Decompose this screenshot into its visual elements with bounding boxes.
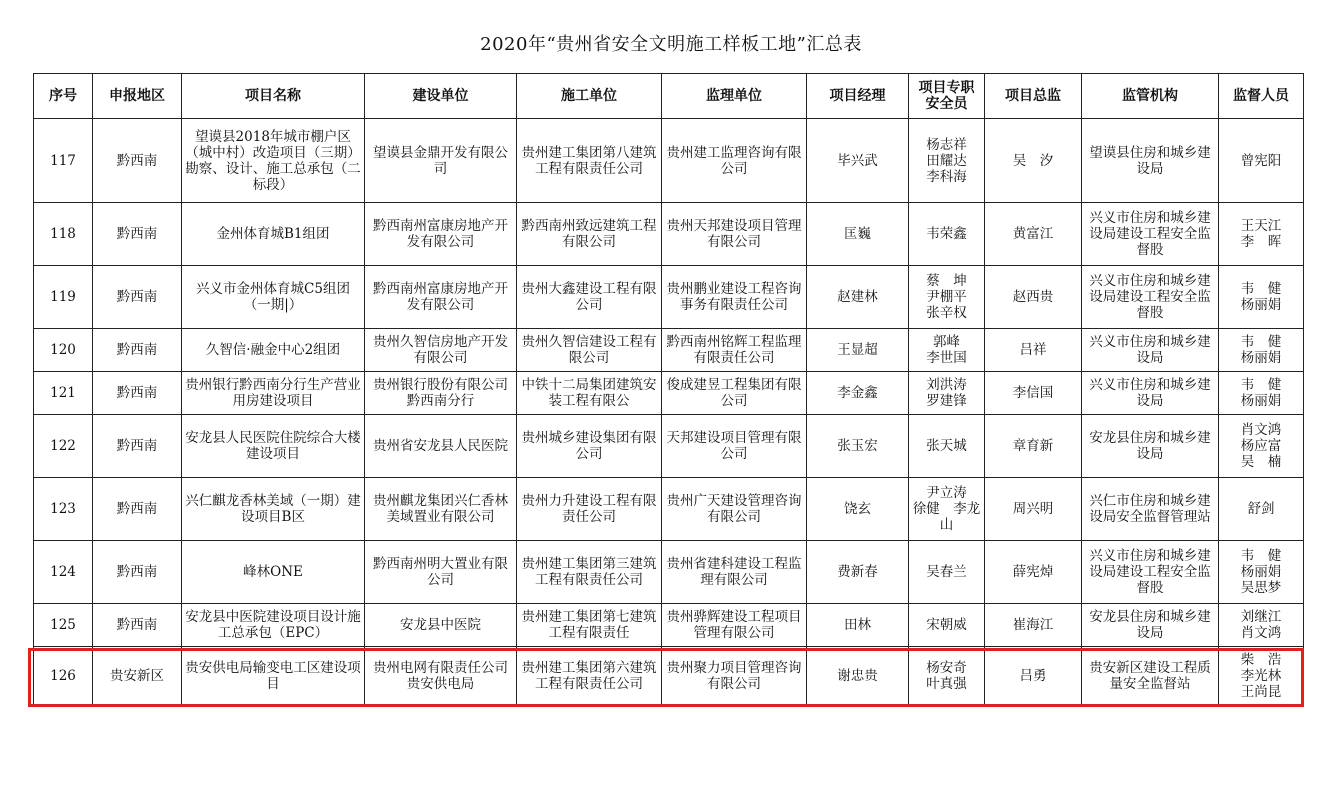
cell-safety: 尹立涛 徐健 李龙山 <box>909 478 985 541</box>
cell-owner: 望谟县金鼎开发有限公司 <box>365 119 517 203</box>
cell-project: 安龙县人民医院住院综合大楼建设项目 <box>182 415 365 478</box>
cell-agency: 兴义市住房和城乡建设局建设工程安全监督股 <box>1082 266 1219 329</box>
table-row <box>34 372 1304 415</box>
cell-region: 黔西南 <box>93 203 182 266</box>
cell-no: 122 <box>34 415 93 478</box>
cell-supervisor: 贵州聚力项目管理咨询有限公司 <box>662 647 807 706</box>
cell-no: 125 <box>34 604 93 647</box>
cell-no: 124 <box>34 541 93 604</box>
cell-inspector: 王天江 李 晖 <box>1219 203 1304 266</box>
cell-region: 黔西南 <box>93 478 182 541</box>
cell-inspector: 韦 健 杨丽娟 <box>1219 372 1304 415</box>
table-row <box>34 604 1304 647</box>
cell-director: 薛宪焯 <box>985 541 1082 604</box>
cell-director: 崔海江 <box>985 604 1082 647</box>
cell-contractor: 贵州大鑫建设工程有限公司 <box>517 266 662 329</box>
cell-supervisor: 天邦建设项目管理有限公司 <box>662 415 807 478</box>
cell-safety: 韦荣鑫 <box>909 203 985 266</box>
cell-project: 久智信·融金中心2组团 <box>182 329 365 372</box>
cell-no: 126 <box>34 647 93 706</box>
cell-inspector: 舒剑 <box>1219 478 1304 541</box>
cell-safety: 杨志祥 田耀达 李科海 <box>909 119 985 203</box>
cell-agency: 安龙县住房和城乡建设局 <box>1082 604 1219 647</box>
cell-agency: 兴仁市住房和城乡建设局安全监督管理站 <box>1082 478 1219 541</box>
cell-director: 李信国 <box>985 372 1082 415</box>
cell-owner: 黔西南州明大置业有限公司 <box>365 541 517 604</box>
cell-director: 章育新 <box>985 415 1082 478</box>
header-row <box>34 74 1304 119</box>
cell-director: 吴 汐 <box>985 119 1082 203</box>
cell-contractor: 贵州久智信建设工程有限公司 <box>517 329 662 372</box>
table-row <box>34 541 1304 604</box>
cell-contractor: 贵州建工集团第八建筑工程有限责任公司 <box>517 119 662 203</box>
cell-agency: 兴义市住房和城乡建设局 <box>1082 329 1219 372</box>
cell-owner: 安龙县中医院 <box>365 604 517 647</box>
cell-no: 121 <box>34 372 93 415</box>
table-row <box>34 647 1304 706</box>
cell-region: 黔西南 <box>93 541 182 604</box>
cell-supervisor: 俊成建昱工程集团有限公司 <box>662 372 807 415</box>
cell-contractor: 贵州城乡建设集团有限公司 <box>517 415 662 478</box>
cell-project: 贵州银行黔西南分行生产营业用房建设项目 <box>182 372 365 415</box>
cell-no: 123 <box>34 478 93 541</box>
summary-table <box>33 73 1304 706</box>
document-title: 2020年“贵州省安全文明施工样板工地”汇总表 <box>480 34 862 55</box>
cell-contractor: 贵州建工集团第七建筑工程有限责任 <box>517 604 662 647</box>
cell-owner: 贵州麒龙集团兴仁香林美域置业有限公司 <box>365 478 517 541</box>
cell-safety: 蔡 坤 尹棚平 张辛权 <box>909 266 985 329</box>
col-header-inspector: 监督人员 <box>1219 74 1304 119</box>
cell-manager: 王显超 <box>807 329 909 372</box>
cell-inspector: 刘继江 肖文鸿 <box>1219 604 1304 647</box>
cell-manager: 田林 <box>807 604 909 647</box>
cell-no: 117 <box>34 119 93 203</box>
cell-inspector: 曾宪阳 <box>1219 119 1304 203</box>
cell-owner: 黔西南州富康房地产开发有限公司 <box>365 203 517 266</box>
cell-contractor: 贵州建工集团第六建筑工程有限责任公司 <box>517 647 662 706</box>
cell-manager: 饶玄 <box>807 478 909 541</box>
cell-agency: 兴义市住房和城乡建设局建设工程安全监督股 <box>1082 203 1219 266</box>
cell-project: 兴仁麒龙香林美域（一期）建设项目B区 <box>182 478 365 541</box>
cell-agency: 望谟县住房和城乡建设局 <box>1082 119 1219 203</box>
cell-director: 周兴明 <box>985 478 1082 541</box>
cell-project: 金州体育城B1组团 <box>182 203 365 266</box>
cell-supervisor: 贵州鹏业建设工程咨询事务有限责任公司 <box>662 266 807 329</box>
cell-project: 峰林ONE <box>182 541 365 604</box>
cell-region: 黔西南 <box>93 329 182 372</box>
cell-manager: 李金鑫 <box>807 372 909 415</box>
cell-safety: 刘洪涛 罗建锋 <box>909 372 985 415</box>
cell-supervisor: 贵州天邦建设项目管理有限公司 <box>662 203 807 266</box>
cell-manager: 赵建林 <box>807 266 909 329</box>
table-row <box>34 415 1304 478</box>
cell-safety: 宋朝威 <box>909 604 985 647</box>
cell-safety: 杨安奇 叶真强 <box>909 647 985 706</box>
cell-supervisor: 贵州广天建设管理咨询有限公司 <box>662 478 807 541</box>
cell-supervisor: 贵州省建科建设工程监理有限公司 <box>662 541 807 604</box>
table-row <box>34 119 1304 203</box>
cell-contractor: 贵州力升建设工程有限责任公司 <box>517 478 662 541</box>
cell-manager: 张玉宏 <box>807 415 909 478</box>
cell-inspector: 韦 健 杨丽娟 吴思梦 <box>1219 541 1304 604</box>
cell-director: 赵西贵 <box>985 266 1082 329</box>
cell-agency: 兴义市住房和城乡建设局 <box>1082 372 1219 415</box>
cell-region: 贵安新区 <box>93 647 182 706</box>
cell-owner: 贵州省安龙县人民医院 <box>365 415 517 478</box>
cell-no: 119 <box>34 266 93 329</box>
cell-no: 118 <box>34 203 93 266</box>
cell-safety: 吴春兰 <box>909 541 985 604</box>
cell-director: 黄富江 <box>985 203 1082 266</box>
cell-agency: 安龙县住房和城乡建设局 <box>1082 415 1219 478</box>
col-header-supervisor: 监理单位 <box>662 74 807 119</box>
cell-director: 吕勇 <box>985 647 1082 706</box>
cell-manager: 毕兴武 <box>807 119 909 203</box>
cell-inspector: 韦 健 杨丽娟 <box>1219 329 1304 372</box>
table-row <box>34 478 1304 541</box>
cell-region: 黔西南 <box>93 119 182 203</box>
col-header-director: 项目总监 <box>985 74 1082 119</box>
col-header-owner: 建设单位 <box>365 74 517 119</box>
cell-project: 安龙县中医院建设项目设计施工总承包（EPC） <box>182 604 365 647</box>
col-header-project: 项目名称 <box>182 74 365 119</box>
table-row <box>34 329 1304 372</box>
cell-manager: 费新春 <box>807 541 909 604</box>
cell-manager: 谢忠贵 <box>807 647 909 706</box>
cell-inspector: 韦 健 杨丽娟 <box>1219 266 1304 329</box>
cell-owner: 贵州银行股份有限公司黔西南分行 <box>365 372 517 415</box>
cell-agency: 贵安新区建设工程质量安全监督站 <box>1082 647 1219 706</box>
cell-director: 吕祥 <box>985 329 1082 372</box>
cell-owner: 贵州电网有限责任公司贵安供电局 <box>365 647 517 706</box>
cell-contractor: 贵州建工集团第三建筑工程有限责任公司 <box>517 541 662 604</box>
cell-contractor: 中铁十二局集团建筑安装工程有限公 <box>517 372 662 415</box>
col-header-manager: 项目经理 <box>807 74 909 119</box>
cell-safety: 张天城 <box>909 415 985 478</box>
cell-region: 黔西南 <box>93 604 182 647</box>
cell-inspector: 肖文鸿 杨应富 吴 楠 <box>1219 415 1304 478</box>
cell-contractor: 黔西南州致远建筑工程有限公司 <box>517 203 662 266</box>
cell-owner: 黔西南州富康房地产开发有限公司 <box>365 266 517 329</box>
cell-project: 兴义市金州体育城C5组团（一期|） <box>182 266 365 329</box>
col-header-agency: 监管机构 <box>1082 74 1219 119</box>
col-header-region: 申报地区 <box>93 74 182 119</box>
cell-inspector: 柴 浩 李光林 王尚昆 <box>1219 647 1304 706</box>
cell-region: 黔西南 <box>93 415 182 478</box>
cell-owner: 贵州久智信房地产开发有限公司 <box>365 329 517 372</box>
col-header-contractor: 施工单位 <box>517 74 662 119</box>
cell-no: 120 <box>34 329 93 372</box>
cell-supervisor: 贵州建工监理咨询有限公司 <box>662 119 807 203</box>
cell-supervisor: 黔西南州铭辉工程监理有限责任公司 <box>662 329 807 372</box>
cell-manager: 匡巍 <box>807 203 909 266</box>
col-header-safety: 项目专职安全员 <box>909 74 985 119</box>
cell-safety: 郭峰 李世国 <box>909 329 985 372</box>
cell-region: 黔西南 <box>93 266 182 329</box>
cell-project: 贵安供电局输变电工区建设项目 <box>182 647 365 706</box>
cell-supervisor: 贵州骅辉建设工程项目管理有限公司 <box>662 604 807 647</box>
table-row <box>34 203 1304 266</box>
col-header-no: 序号 <box>34 74 93 119</box>
table-row <box>34 266 1304 329</box>
cell-project: 望谟县2018年城市棚户区（城中村）改造项目（三期）勘察、设计、施工总承包（二标段） <box>182 119 365 203</box>
cell-agency: 兴义市住房和城乡建设局建设工程安全监督股 <box>1082 541 1219 604</box>
cell-region: 黔西南 <box>93 372 182 415</box>
